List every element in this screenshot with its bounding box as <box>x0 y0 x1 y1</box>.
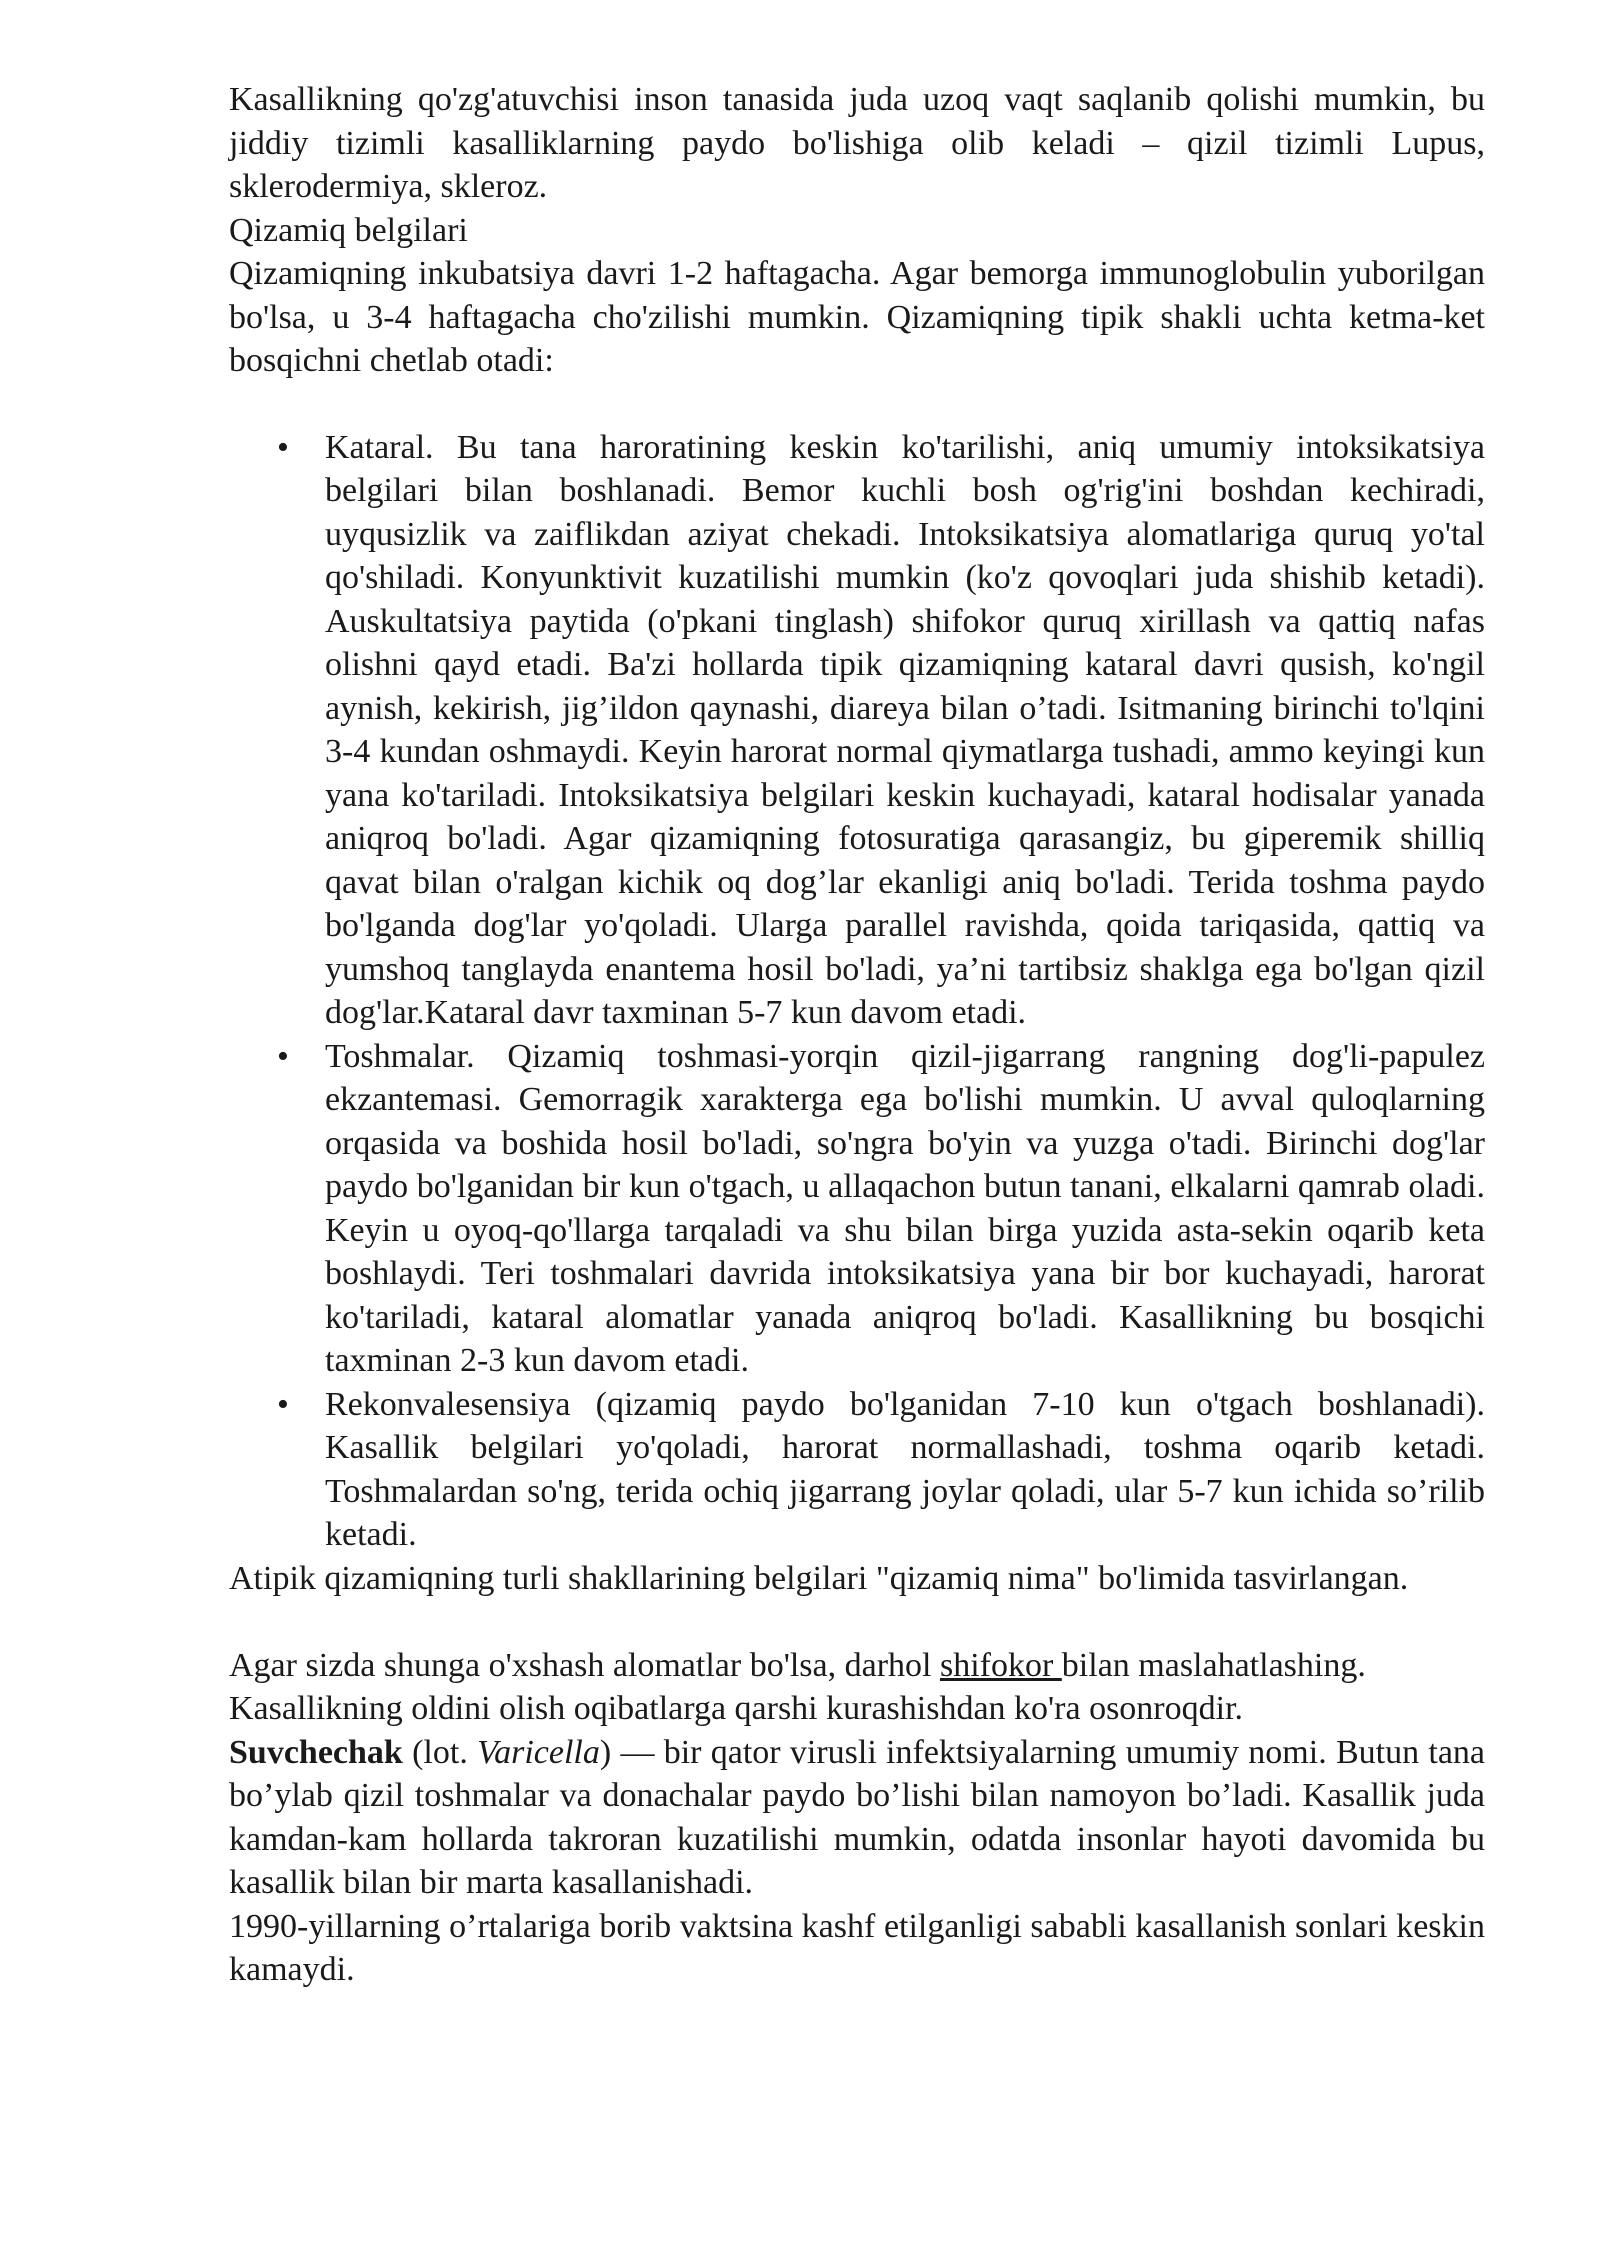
advice-paragraph <box>229 1644 1485 1688</box>
varicella-lat-open: (lot. <box>402 1733 478 1771</box>
list-item <box>277 426 1485 1035</box>
prevention-line: Kasallikning oldini olish oqibatlarga qarshi kurashishdan ko'ra osonroqdir. <box>229 1690 1244 1727</box>
advice-text-end: bilan maslahatlashing. <box>1061 1646 1366 1684</box>
atypical-paragraph: Atipik qizamiqning turli shakllarining belgilari "qizamiq nima" bo'limida tasvirlangan. <box>229 1559 1409 1597</box>
varicella-latin-name: Varicella <box>477 1733 600 1771</box>
list-item <box>277 1383 1485 1557</box>
document-page <box>229 78 1485 1992</box>
list-item-text: Kataral. Bu tana haroratining keskin ko'tarilishi, aniq umumiy intoksikatsiya belgilari bilan boshlanadi. Bemor kuchli bosh og'rig'ini boshdan kechiradi, uyqusizlik va zaiflikdan aziyat chekadi. Intoksikatsiya alomatlariga quruq yo'tal qo'shiladi. Konyunktivit kuzatilishi mumkin (ko'z qovoqlari juda shishib ketadi). Auskultatsiya paytida (o'pkani tinglash) shifokor quruq xirillash va qattiq nafas olishni qayd etadi. Ba'zi hollarda tipik qizamiqning kataral davri qusish, ko'ngil aynish, kekirish, jig’ildon qaynashi, diareya bilan o’tadi. Isitmaning birinchi to'lqini 3-4 kundan oshmaydi. Keyin harorat normal qiymatlarga tushadi, ammo keyingi kun yana ko'tariladi. Intoksikatsiya belgilari keskin kuchayadi, kataral hodisalar yanada aniqroq bo'ladi. Agar qizamiqning fotosuratiga qarasangiz, bu giperemik shilliq qavat bilan o'ralgan kichik oq dog’lar ekanligi aniq bo'ladi. Terida toshma paydo bo'lganda dog'lar yo'qoladi. Ularga parallel ravishda, qoida tariqasida, qattiq va yumshoq tanglayda enantema hosil bo'ladi, ya’ni tartibsiz shaklga ega bo'lgan qizil dog'lar.Kataral davr taxminan 5-7 kun davom etadi. <box>325 428 1485 1031</box>
varicella-paragraph <box>229 1731 1485 1905</box>
advice-text: Agar sizda shunga o'xshash alomatlar bo'lsa, darhol <box>229 1646 940 1684</box>
incubation-paragraph: Qizamiqning inkubatsiya davri 1-2 haftagacha. Agar bemorga immunoglobulin yuborilgan bo'lsa, u 3-4 haftagacha cho'zilishi mumkin. Qizamiqning tipik shakli uchta ketma-ket bosqichni chetlab otadi: <box>229 255 1485 379</box>
intro-paragraph: Kasallikning qo'zg'atuvchisi inson tanasida juda uzoq vaqt saqlanib qolishi mumkin, bu jiddiy tizimli kasalliklarning paydo bo'lishiga olib keladi – qizil tizimli Lupus, sklerodermiya, skleroz. <box>229 81 1485 205</box>
section-heading: Qizamiq belgilari <box>229 211 468 249</box>
vaccine-paragraph: 1990-yillarning o’rtalariga borib vaktsina kashf etilganligi sababli kasallanish sonlari keskin kamaydi. <box>229 1907 1485 1988</box>
list-item-text: Rekonvalesensiya (qizamiq paydo bo'lganidan 7-10 kun o'tgach boshlanadi). Kasallik belgilari yo'qoladi, harorat normallashadi, toshma oqarib ketadi. Toshmalardan so'ng, terida ochiq jigarrang joylar qoladi, ular 5-7 kun ichida so’rilib ketadi. <box>325 1385 1485 1553</box>
doctor-link[interactable]: shifokor <box>939 1646 1062 1684</box>
spacer <box>229 383 1485 426</box>
varicella-term: Suvchechak <box>229 1733 403 1771</box>
list-item-text: Toshmalar. Qizamiq toshmasi-yorqin qizil-jigarrang rangning dog'li-papulez ekzantemasi. Gemorragik xarakterga ega bo'lishi mumkin. U avval quloqlarning orqasida va boshida hosil bo'ladi, so'ngra bo'yin va yuzga o'tadi. Birinchi dog'lar paydo bo'lganidan bir kun o'tgach, u allaqachon butun tanani, elkalarni qamrab oladi. Keyin u oyoq-qo'llarga tarqaladi va shu bilan birga yuzida asta-sekin oqarib keta boshlaydi. Teri toshmalari davrida intoksikatsiya yana bir bor kuchayadi, harorat ko'tariladi, kataral alomatlar yanada aniqroq bo'ladi. Kasallikning bu bosqichi taxminan 2-3 kun davom etadi. <box>325 1037 1485 1379</box>
bullet-icon: • <box>277 1385 289 1423</box>
varicella-description: ) — bir qator virusli infektsiyalarning umumiy nomi. Butun tana bo’ylab qizil toshmalar va donachalar paydo bo’lishi bilan namoyon bo’ladi. Kasallik juda kamdan-kam hollarda takroran kuzatilishi mumkin, odatda insonlar hayoti davomida bu kasallik bilan bir marta kasallanishadi. <box>229 1733 1485 1901</box>
list-item <box>277 1035 1485 1383</box>
stages-list <box>229 426 1485 1557</box>
bullet-icon: • <box>277 428 289 466</box>
bullet-icon: • <box>277 1037 289 1075</box>
spacer <box>229 1600 1485 1644</box>
